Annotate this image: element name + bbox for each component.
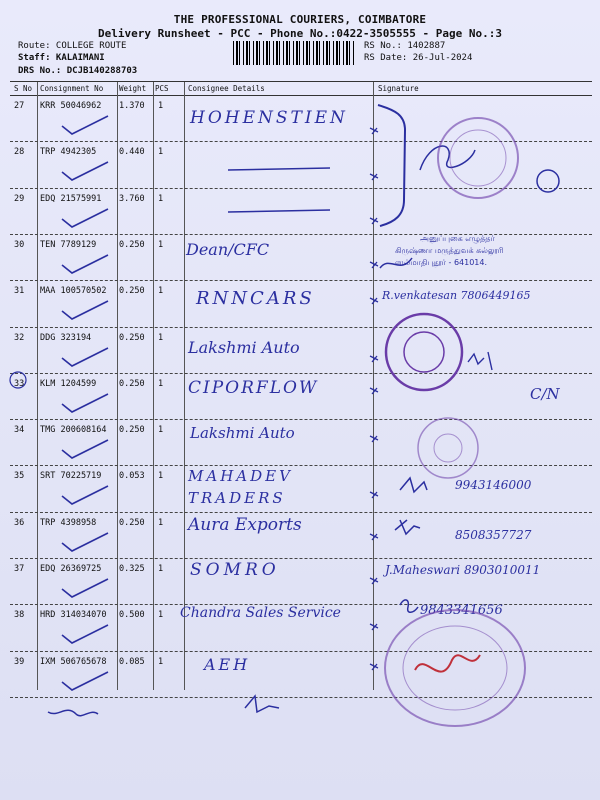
cell-weight: 0.085 [119, 656, 145, 667]
cell-weight: 3.760 [119, 193, 145, 204]
cell-weight: 0.325 [119, 564, 145, 574]
cell-consignment: TEN 7789129 [40, 239, 97, 250]
col-header-weight: Weight [119, 84, 147, 93]
cell-pcs: 1 [158, 286, 164, 297]
cell-pcs: 1 [158, 332, 164, 343]
cell-pcs: 1 [158, 193, 164, 204]
cell-consignment: HRD 314034070 [40, 610, 107, 621]
signature-handwriting: 9943146000 [455, 478, 532, 492]
consignee-handwriting: Lakshmi Auto [190, 424, 295, 442]
consignee-handwriting: Dean/CFC [186, 240, 270, 259]
cell-sno: 28 [14, 147, 25, 158]
signature-handwriting: 9843341656 [420, 603, 503, 618]
cell-sno: 32 [14, 332, 25, 343]
cell-weight: 0.250 [119, 517, 145, 528]
col-header-pcs: PCS [155, 84, 169, 93]
cell-sno: 27 [14, 101, 25, 111]
cell-sno: 31 [14, 286, 25, 297]
cell-pcs: 1 [158, 471, 164, 482]
col-header-signature: Signature [378, 84, 419, 93]
cell-weight: 0.250 [119, 425, 145, 436]
staff-label: Staff: KALAIMANI [18, 53, 105, 63]
cell-sno: 36 [14, 517, 25, 528]
cell-consignment: TMG 200608164 [40, 425, 107, 436]
signature-handwriting: C/N [530, 385, 560, 403]
cell-pcs: 1 [158, 564, 164, 574]
cell-sno: 39 [14, 656, 25, 667]
consignee-handwriting: SOMRO [190, 560, 280, 580]
stamp-text: கிருஷ்ணா மருத்துவக் கல்லூரி [395, 246, 504, 255]
signature-handwriting: J.Maheswari 8903010011 [385, 563, 541, 577]
cell-sno: 34 [14, 425, 25, 436]
cell-consignment: TRP 4942305 [40, 147, 97, 158]
cell-consignment: KRR 50046962 [40, 101, 102, 111]
cell-pcs: 1 [158, 101, 164, 111]
col-header-consignment: Consignment No [40, 84, 104, 93]
signature-handwriting: 8508357727 [455, 528, 532, 542]
stamp-text: அனுப்புகை எழுத்தர் [420, 234, 495, 243]
rs-date: RS Date: 26-Jul-2024 [364, 53, 473, 63]
cell-sno: 30 [14, 239, 25, 250]
cell-weight: 0.440 [119, 147, 145, 158]
cell-pcs: 1 [158, 239, 164, 250]
stamp-text: ஸல்மாதிபுதூர் - 641014. [395, 258, 488, 267]
col-header-sno: S No [14, 84, 33, 93]
cell-pcs: 1 [158, 517, 164, 528]
cell-sno: 37 [14, 564, 25, 574]
consignee-handwriting: MAHADEV TRADERS [188, 467, 293, 507]
runsheet-title: Delivery Runsheet - PCC - Phone No.:0422-3505555 - Page No.:3 [98, 27, 502, 40]
cell-consignment: EDQ 26369725 [40, 564, 102, 574]
consignee-handwriting: CIPORFLOW [188, 378, 319, 398]
consignee-handwriting: RNNCARS [196, 288, 315, 309]
cell-weight: 0.053 [119, 471, 145, 482]
cell-weight: 0.250 [119, 239, 145, 250]
cell-consignment: TRP 4398958 [40, 517, 97, 528]
cell-consignment: EDQ 21575991 [40, 193, 102, 204]
col-header-consignee: Consignee Details [188, 84, 265, 93]
drs-number: DRS No.: DCJB140288703 [18, 66, 138, 76]
route-label: Route: COLLEGE ROUTE [18, 41, 127, 51]
cell-weight: 0.250 [119, 332, 145, 343]
cell-consignment: IXM 506765678 [40, 656, 107, 667]
consignee-handwriting: Aura Exports [188, 515, 302, 535]
cell-pcs: 1 [158, 425, 164, 436]
cell-consignment: MAA 100570502 [40, 286, 107, 297]
signature-handwriting: R.venkatesan 7806449165 [382, 289, 531, 302]
cell-pcs: 1 [158, 378, 164, 389]
consignee-handwriting: Lakshmi Auto [188, 338, 300, 357]
consignee-handwriting: AEH [204, 655, 251, 674]
rs-number: RS No.: 1402887 [364, 41, 446, 51]
cell-pcs: 1 [158, 147, 164, 158]
cell-weight: 0.250 [119, 378, 145, 389]
cell-pcs: 1 [158, 610, 164, 621]
cell-pcs: 1 [158, 656, 164, 667]
cell-weight: 0.250 [119, 286, 145, 297]
cell-weight: 0.500 [119, 610, 145, 621]
consignee-handwriting: Chandra Sales Service [180, 605, 341, 621]
cell-sno: 35 [14, 471, 25, 482]
consignee-handwriting: HOHENSTIEN [190, 108, 348, 128]
cell-sno: 38 [14, 610, 25, 621]
cell-consignment: SRT 70225719 [40, 471, 102, 482]
cell-sno: 33 [14, 378, 25, 389]
cell-consignment: DDG 323194 [40, 332, 92, 343]
cell-sno: 29 [14, 193, 25, 204]
cell-weight: 1.370 [119, 101, 145, 111]
cell-consignment: KLM 1204599 [40, 378, 97, 389]
company-title: THE PROFESSIONAL COURIERS, COIMBATORE [173, 13, 427, 26]
